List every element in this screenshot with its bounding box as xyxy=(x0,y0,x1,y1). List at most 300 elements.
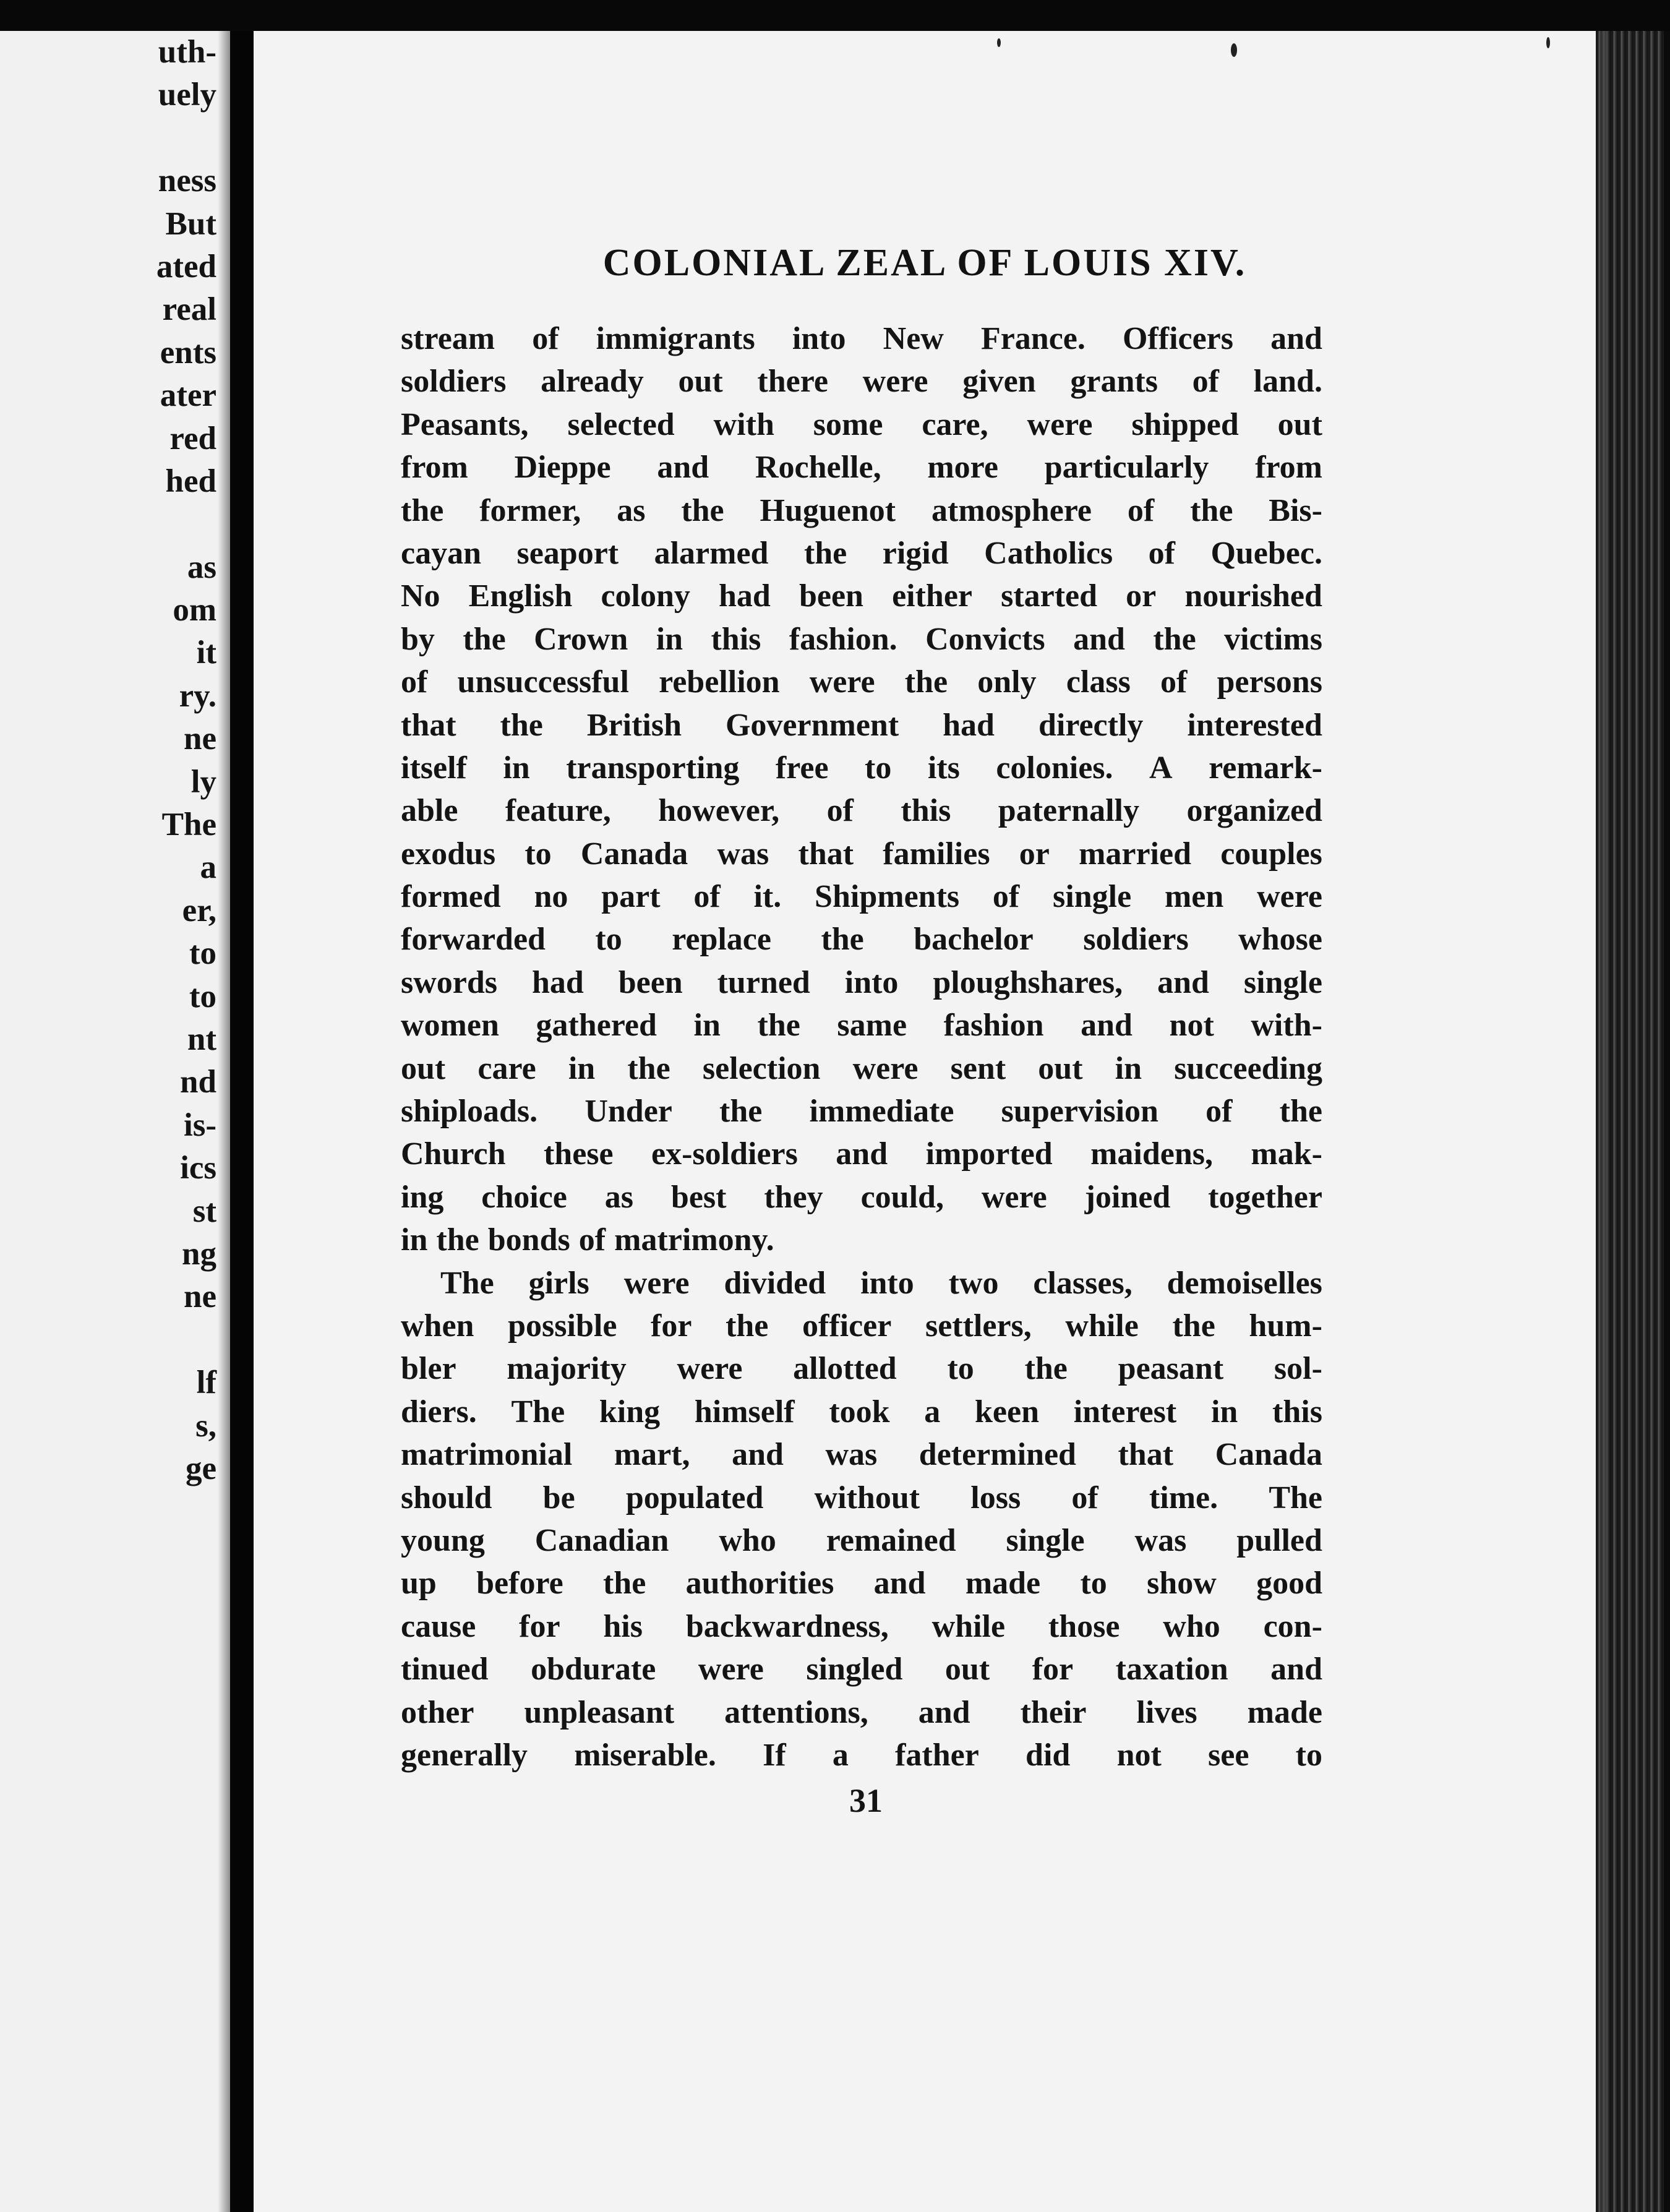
word: A xyxy=(1149,750,1173,786)
word: already xyxy=(541,364,644,400)
word: interest xyxy=(1073,1394,1177,1430)
word: had xyxy=(943,707,995,743)
word: started xyxy=(1001,578,1098,614)
word: this xyxy=(711,621,761,657)
word: in xyxy=(656,621,683,657)
word: of xyxy=(1127,492,1155,528)
word: organized xyxy=(1186,793,1322,829)
word: unpleasant xyxy=(524,1694,675,1730)
word: and xyxy=(732,1437,784,1473)
word: bachelor xyxy=(914,922,1034,958)
facing-page-line: uth- xyxy=(158,34,216,70)
word: there xyxy=(757,364,828,400)
word: The xyxy=(511,1394,565,1430)
word: were xyxy=(862,364,928,400)
word: show xyxy=(1147,1566,1217,1601)
word: same xyxy=(837,1008,907,1044)
word: time. xyxy=(1149,1480,1218,1515)
word: transporting xyxy=(566,750,740,786)
word: and xyxy=(836,1136,888,1172)
word: care, xyxy=(922,406,988,442)
word: matrimonial xyxy=(401,1437,573,1473)
word: immediate xyxy=(809,1094,954,1130)
word: were xyxy=(1027,406,1093,442)
word: together xyxy=(1208,1179,1322,1215)
word: Catholics xyxy=(984,535,1113,571)
word: unsuccessful xyxy=(457,664,629,700)
text-line xyxy=(401,1133,1322,1175)
word: the xyxy=(401,492,444,528)
word: colony xyxy=(601,578,690,614)
word: turned xyxy=(717,964,810,1000)
text-line xyxy=(401,446,1322,489)
running-head: COLONIAL ZEAL OF LOUIS XIV. xyxy=(602,242,1247,284)
facing-page-line: er, xyxy=(182,892,216,928)
word: obdurate xyxy=(531,1652,656,1687)
word: No xyxy=(401,578,440,614)
word: lives xyxy=(1136,1694,1197,1730)
word: out xyxy=(678,364,723,400)
facing-page-line: But xyxy=(165,205,216,242)
word: the xyxy=(602,1566,646,1601)
text-line xyxy=(401,1004,1322,1047)
word: the xyxy=(726,1308,769,1344)
text-line xyxy=(401,1648,1322,1691)
word: mart, xyxy=(614,1437,690,1473)
word: part xyxy=(601,879,661,915)
word: given xyxy=(962,364,1036,400)
word: out xyxy=(401,1050,446,1086)
word: this xyxy=(1272,1394,1322,1430)
word: the xyxy=(627,1050,670,1086)
word: and xyxy=(1073,621,1125,657)
word: majority xyxy=(507,1351,627,1387)
facing-page-line: is- xyxy=(184,1107,216,1143)
word: Shipments xyxy=(815,879,960,915)
word: selection xyxy=(702,1050,821,1086)
word: the xyxy=(904,664,948,700)
word: were xyxy=(623,1265,690,1301)
word: of xyxy=(693,879,721,915)
word: cause xyxy=(401,1608,476,1644)
word: hum- xyxy=(1249,1308,1322,1344)
facing-page-line xyxy=(6,503,216,546)
text-line xyxy=(401,489,1322,532)
word: The xyxy=(1269,1480,1322,1515)
word: fashion. xyxy=(789,621,897,657)
text-line xyxy=(401,1391,1322,1433)
text-line xyxy=(401,618,1322,661)
word: attentions, xyxy=(724,1694,868,1730)
text-line xyxy=(401,833,1322,875)
word: a xyxy=(924,1394,941,1430)
word: backwardness, xyxy=(685,1608,889,1644)
word: did xyxy=(1026,1737,1071,1773)
word: single xyxy=(1053,879,1132,915)
word: land. xyxy=(1253,364,1322,400)
scan-top-border xyxy=(0,0,1670,31)
word: girls xyxy=(528,1265,589,1301)
word: they xyxy=(764,1179,823,1215)
facing-page-line: hed xyxy=(165,463,216,499)
word: colonies. xyxy=(996,750,1113,786)
word: officer xyxy=(802,1308,892,1344)
word: its xyxy=(927,750,960,786)
text-line xyxy=(401,575,1322,617)
word: mak- xyxy=(1251,1136,1322,1172)
word: matrimony. xyxy=(614,1222,774,1258)
word: feature, xyxy=(505,793,611,829)
word: before xyxy=(476,1566,563,1601)
word: seaport xyxy=(516,535,619,571)
word: best xyxy=(670,1179,727,1215)
word: of xyxy=(1205,1094,1233,1130)
word: of xyxy=(401,664,428,700)
word: grants xyxy=(1070,364,1158,400)
word: remark- xyxy=(1209,750,1322,786)
word: the xyxy=(719,1094,763,1130)
word: be xyxy=(542,1480,575,1515)
facing-page-line xyxy=(6,117,216,160)
word: authorities xyxy=(685,1566,834,1601)
word: the xyxy=(1024,1351,1068,1387)
word: for xyxy=(651,1308,692,1344)
word: in xyxy=(568,1050,596,1086)
word: out xyxy=(944,1652,990,1687)
facing-page-line: om xyxy=(173,592,216,628)
word: without xyxy=(814,1480,920,1515)
word: were xyxy=(981,1179,1047,1215)
word: Canada xyxy=(580,836,688,872)
text-line xyxy=(401,661,1322,703)
word: the xyxy=(500,707,543,743)
text-line xyxy=(401,360,1322,403)
word: rebellion xyxy=(659,664,780,700)
word: Dieppe xyxy=(514,450,611,486)
word: diers. xyxy=(401,1394,477,1430)
word: himself xyxy=(694,1394,795,1430)
facing-page-line: ly xyxy=(191,763,216,800)
word: free xyxy=(775,750,829,786)
word: whose xyxy=(1238,922,1322,958)
text-line xyxy=(401,532,1322,575)
word: the xyxy=(1172,1308,1215,1344)
word: and xyxy=(1157,964,1209,1000)
word: Peasants, xyxy=(401,406,529,442)
word: couples xyxy=(1220,836,1322,872)
word: Rochelle, xyxy=(755,450,881,486)
word: while xyxy=(1065,1308,1139,1344)
word: the xyxy=(803,535,847,571)
facing-page-line: nd xyxy=(180,1064,216,1100)
word: the xyxy=(1190,492,1233,528)
word: into xyxy=(860,1265,914,1301)
word: been xyxy=(618,964,683,1000)
word: and xyxy=(1270,321,1322,356)
word: young xyxy=(401,1522,485,1558)
word: or xyxy=(1019,836,1050,872)
book-gutter xyxy=(230,31,254,2212)
facing-page-line xyxy=(6,1319,216,1361)
word: were xyxy=(677,1351,743,1387)
word: with xyxy=(713,406,774,442)
facing-page-line: red xyxy=(169,420,216,457)
word: and xyxy=(1270,1652,1322,1687)
text-line xyxy=(401,961,1322,1004)
word: of xyxy=(578,1222,606,1258)
facing-page-line: ne xyxy=(184,1279,216,1315)
word: fashion xyxy=(943,1008,1044,1044)
word: up xyxy=(401,1566,437,1601)
word: other xyxy=(401,1694,474,1730)
word: formed xyxy=(401,879,501,915)
word: men xyxy=(1164,879,1224,915)
word: class xyxy=(1066,664,1131,700)
word: bonds xyxy=(487,1222,570,1258)
word: this xyxy=(901,793,951,829)
word: peasant xyxy=(1118,1351,1224,1387)
word: sent xyxy=(950,1050,1006,1086)
word: his xyxy=(603,1608,643,1644)
facing-page-line: a xyxy=(200,849,216,886)
word: father xyxy=(895,1737,979,1773)
word: gathered xyxy=(536,1008,657,1044)
facing-page-line: nt xyxy=(187,1021,216,1057)
word: that xyxy=(401,707,456,743)
word: Convicts xyxy=(925,621,1045,657)
facing-page-line: ness xyxy=(158,163,216,199)
word: in xyxy=(1115,1050,1142,1086)
word: nourished xyxy=(1184,578,1322,614)
word: or xyxy=(1126,578,1157,614)
word: the xyxy=(436,1222,479,1258)
word: as xyxy=(604,1179,634,1215)
word: Canada xyxy=(1215,1437,1322,1473)
word: had xyxy=(719,578,771,614)
word: divided xyxy=(724,1265,826,1301)
gutter-shadow xyxy=(218,31,230,2212)
word: no xyxy=(534,879,568,915)
word: for xyxy=(519,1608,560,1644)
word: these xyxy=(543,1136,614,1172)
word: Government xyxy=(725,707,899,743)
word: particularly xyxy=(1044,450,1209,486)
word: supervision xyxy=(1001,1094,1158,1130)
word: maidens, xyxy=(1090,1136,1213,1172)
word: ex-soldiers xyxy=(651,1136,798,1172)
word: remained xyxy=(826,1522,956,1558)
word: from xyxy=(401,450,468,486)
word: the xyxy=(1279,1094,1322,1130)
word: succeeding xyxy=(1174,1050,1322,1086)
text-line xyxy=(401,1562,1322,1605)
word: care xyxy=(477,1050,536,1086)
word: in xyxy=(1210,1394,1238,1430)
word: single xyxy=(1006,1522,1085,1558)
word: families xyxy=(883,836,990,872)
facing-page-line: s, xyxy=(195,1407,216,1444)
word: ploughshares, xyxy=(933,964,1123,1000)
word: former, xyxy=(479,492,581,528)
word: and xyxy=(918,1694,970,1730)
word: while xyxy=(931,1608,1006,1644)
word: only xyxy=(977,664,1037,700)
facing-page-line: ents xyxy=(160,334,216,371)
page-number: 31 xyxy=(849,1782,883,1819)
word: a xyxy=(832,1737,849,1773)
word: ing xyxy=(401,1179,444,1215)
word: able xyxy=(401,793,458,829)
word: bler xyxy=(401,1351,456,1387)
word: persons xyxy=(1217,664,1322,700)
word: to xyxy=(947,1351,974,1387)
text-line xyxy=(401,1219,1322,1261)
text-line xyxy=(401,1691,1322,1734)
facing-page-fragment xyxy=(0,31,230,2212)
word: took xyxy=(829,1394,890,1430)
word: New xyxy=(883,321,944,356)
word: good xyxy=(1256,1566,1322,1601)
word: Huguenot xyxy=(760,492,896,528)
page-edge-highlight xyxy=(1601,31,1607,2212)
facing-page-line: lf xyxy=(196,1365,216,1401)
facing-page-line: ge xyxy=(185,1450,216,1486)
word: English xyxy=(468,578,573,614)
scan-speck xyxy=(1231,43,1237,57)
word: France. xyxy=(980,321,1086,356)
word: it. xyxy=(753,879,782,915)
word: single xyxy=(1243,964,1322,1000)
word: shipped xyxy=(1131,406,1239,442)
word: swords xyxy=(401,964,498,1000)
word: possible xyxy=(508,1308,617,1344)
word: loss xyxy=(970,1480,1021,1515)
word: of xyxy=(826,793,854,829)
word: of xyxy=(532,321,559,356)
text-line xyxy=(401,789,1322,832)
text-line xyxy=(401,1090,1322,1133)
word: forwarded xyxy=(401,922,546,958)
text-line xyxy=(401,1262,1322,1305)
word: Under xyxy=(584,1094,672,1130)
word: Church xyxy=(401,1136,506,1172)
word: to xyxy=(1080,1566,1107,1601)
word: out xyxy=(1277,406,1322,442)
word: shiploads. xyxy=(401,1094,538,1130)
text-line xyxy=(401,918,1322,961)
word: populated xyxy=(625,1480,764,1515)
word: those xyxy=(1048,1608,1120,1644)
word: to xyxy=(525,836,552,872)
word: soldiers xyxy=(1083,922,1189,958)
word: interested xyxy=(1187,707,1322,743)
word: choice xyxy=(481,1179,567,1215)
word: exodus xyxy=(401,836,496,872)
facing-page-line: it xyxy=(196,635,216,671)
facing-page-line: ry. xyxy=(179,677,216,714)
word: paternally xyxy=(998,793,1139,829)
word: the xyxy=(681,492,724,528)
word: classes, xyxy=(1033,1265,1133,1301)
word: of xyxy=(992,879,1020,915)
word: were xyxy=(698,1652,764,1687)
facing-page-line: st xyxy=(192,1193,216,1229)
word: by xyxy=(401,621,435,657)
facing-page-line: uely xyxy=(158,77,216,113)
scan-speck xyxy=(1546,37,1550,48)
word: was xyxy=(717,836,769,872)
text-line xyxy=(401,1433,1322,1476)
word: however, xyxy=(658,793,780,829)
word: alarmed xyxy=(654,535,769,571)
word: determined xyxy=(918,1437,1076,1473)
word: with- xyxy=(1251,1008,1322,1044)
text-line xyxy=(401,875,1322,918)
text-line xyxy=(401,1605,1322,1648)
word: to xyxy=(1295,1737,1322,1773)
word: more xyxy=(927,450,998,486)
word: sol- xyxy=(1274,1351,1322,1387)
word: who xyxy=(1163,1608,1220,1644)
word: as xyxy=(617,492,646,528)
word: The xyxy=(440,1265,494,1301)
word: Bis- xyxy=(1269,492,1322,528)
body-text xyxy=(401,317,1322,1777)
word: had xyxy=(531,964,584,1000)
scan-speck xyxy=(997,38,1001,47)
word: the xyxy=(757,1008,800,1044)
word: were xyxy=(1257,879,1322,915)
text-line xyxy=(401,704,1322,747)
word: the xyxy=(463,621,506,657)
text-line xyxy=(401,403,1322,446)
word: to xyxy=(865,750,892,786)
text-line xyxy=(401,317,1322,360)
word: the xyxy=(821,922,864,958)
word: of xyxy=(1148,535,1175,571)
word: pulled xyxy=(1236,1522,1322,1558)
text-line xyxy=(401,1305,1322,1347)
word: when xyxy=(401,1308,474,1344)
facing-page-line: ne xyxy=(184,721,216,757)
word: Officers xyxy=(1122,321,1233,356)
word: in xyxy=(401,1222,428,1258)
word: joined xyxy=(1084,1179,1171,1215)
facing-page-line: ng xyxy=(182,1235,216,1272)
word: singled xyxy=(806,1652,903,1687)
word: cayan xyxy=(401,535,481,571)
word: and xyxy=(873,1566,926,1601)
word: directly xyxy=(1038,707,1144,743)
word: into xyxy=(844,964,899,1000)
word: of xyxy=(1192,364,1219,400)
word: the xyxy=(1153,621,1196,657)
text-line xyxy=(401,1734,1322,1777)
word: immigrants xyxy=(596,321,755,356)
word: stream xyxy=(401,321,495,356)
facing-page-line: ics xyxy=(180,1150,216,1186)
word: were xyxy=(852,1050,918,1086)
word: settlers, xyxy=(925,1308,1032,1344)
text-line xyxy=(401,1176,1322,1219)
word: of xyxy=(1160,664,1188,700)
text-line xyxy=(401,1519,1322,1562)
word: If xyxy=(763,1737,786,1773)
word: either xyxy=(892,578,972,614)
word: who xyxy=(719,1522,776,1558)
text-line xyxy=(401,747,1322,789)
word: atmosphere xyxy=(931,492,1092,528)
